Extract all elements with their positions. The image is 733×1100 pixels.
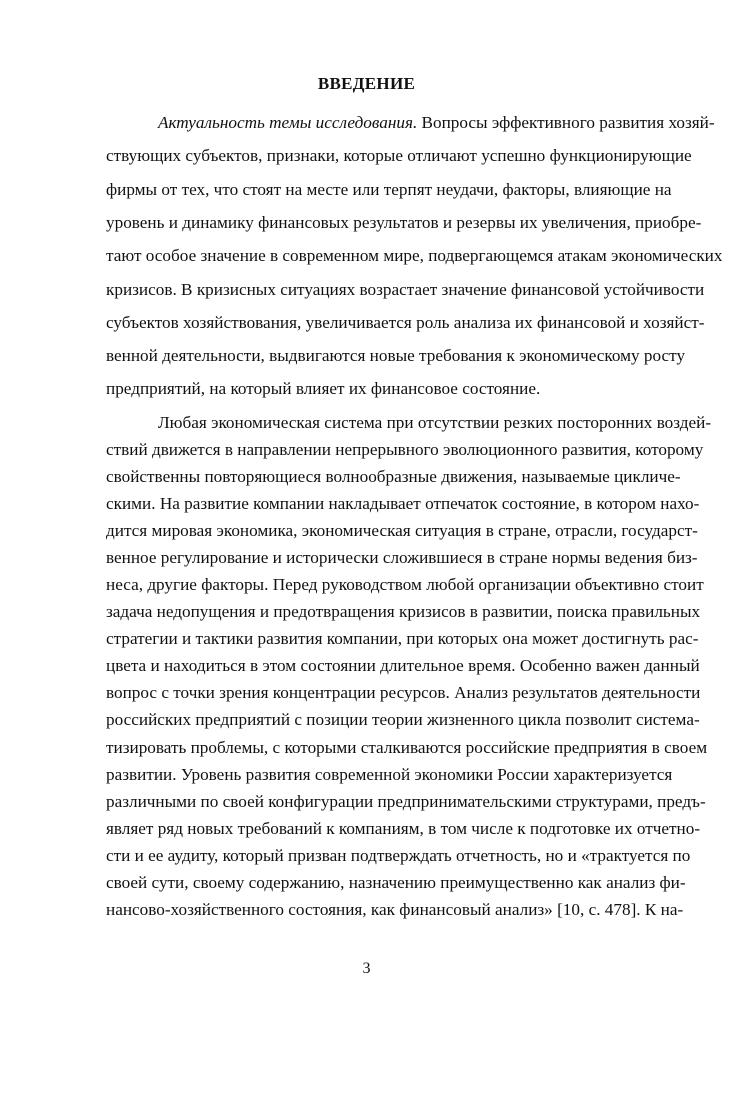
paragraph-1-line-1-text: Вопросы эффективного развития хозяй-: [417, 113, 715, 132]
paragraph-1-line-7: субъектов хозяйствования, увеличивается роль анализа их финансовой и хозяйст-: [106, 312, 705, 332]
paragraph-2-line-8: задача недопущения и предотвращения кризисов в развитии, поиска правильных: [106, 602, 701, 622]
paragraph-2-line-6: венное регулирование и исторически сложившиеся в стране нормы ведения биз-: [106, 548, 698, 568]
paragraph-1-line-5: тают особое значение в современном мире, подвергающемся атакам экономических: [106, 246, 723, 266]
paragraph-2-line-18: своей сути, своему содержанию, назначению преимущественно как анализ фи-: [106, 872, 686, 892]
paragraph-1-line-6: кризисов. В кризисных ситуациях возрастает значение финансовой устойчивости: [106, 279, 705, 299]
page-number: 3: [362, 960, 371, 977]
paragraph-2-line-9: стратегии и тактики развития компании, при которых она может достигнуть рас-: [106, 629, 699, 649]
paragraph-1-line-1: [158, 113, 715, 133]
paragraph-1-line-3: фирмы от тех, что стоят на месте или терпят неудачи, факторы, влияющие на: [106, 179, 672, 199]
paragraph-2-line-5: дится мировая экономика, экономическая ситуация в стране, отрасли, государст-: [106, 520, 698, 540]
paragraph-2-line-15: различными по своей конфигурации предпринимательскими структурами, предъ-: [106, 791, 706, 811]
paragraph-1-line-8: венной деятельности, выдвигаются новые требования к экономическому росту: [106, 346, 686, 366]
paragraph-2-line-14: развитии. Уровень развития современной экономики России характеризуется: [106, 764, 673, 784]
paragraph-2-line-12: российских предприятий с позиции теории жизненного цикла позволит система-: [106, 710, 700, 730]
paragraph-2-line-17: сти и ее аудиту, который призван подтверждать отчетность, но и «трактуется по: [106, 845, 691, 865]
topic-relevance-label: Актуальность темы исследования.: [158, 113, 418, 132]
paragraph-2-line-3: свойственны повторяющиеся волнообразные движения, называемые цикличе-: [106, 466, 681, 486]
paragraph-1-line-2: ствующих субъектов, признаки, которые отличают успешно функционирующие: [106, 146, 692, 166]
paragraph-2-line-10: цвета и находиться в этом состоянии длительное время. Особенно важен данный: [106, 656, 700, 676]
paragraph-1-line-4: уровень и динамику финансовых результатов и резервы их увеличения, приобре-: [106, 212, 702, 232]
paragraph-1-line-9: предприятий, на который влияет их финансовое состояние.: [106, 379, 541, 399]
paragraph-2-line-1: Любая экономическая система при отсутствии резких посторонних воздей-: [158, 412, 712, 432]
paragraph-2-line-7: неса, другие факторы. Перед руководством любой организации объективно стоит: [106, 575, 704, 595]
paragraph-2-line-16: являет ряд новых требований к компаниям, в том числе к подготовке их отчетно-: [106, 818, 701, 838]
paragraph-2-line-19: нансово-хозяйственного состояния, как финансовый анализ» [10, с. 478]. К на-: [106, 900, 684, 919]
paragraph-2-line-2: ствий движется в направлении непрерывного эволюционного развития, которому: [106, 439, 704, 459]
paragraph-2-line-4: скими. На развитие компании накладывает отпечаток состояние, в котором нахо-: [106, 493, 700, 513]
section-heading: ВВЕДЕНИЕ: [317, 74, 416, 93]
paragraph-2-line-13: тизировать проблемы, с которыми сталкиваются российские предприятия в своем: [106, 737, 708, 757]
paragraph-2-line-11: вопрос с точки зрения концентрации ресурсов. Анализ результатов деятельности: [106, 683, 701, 703]
